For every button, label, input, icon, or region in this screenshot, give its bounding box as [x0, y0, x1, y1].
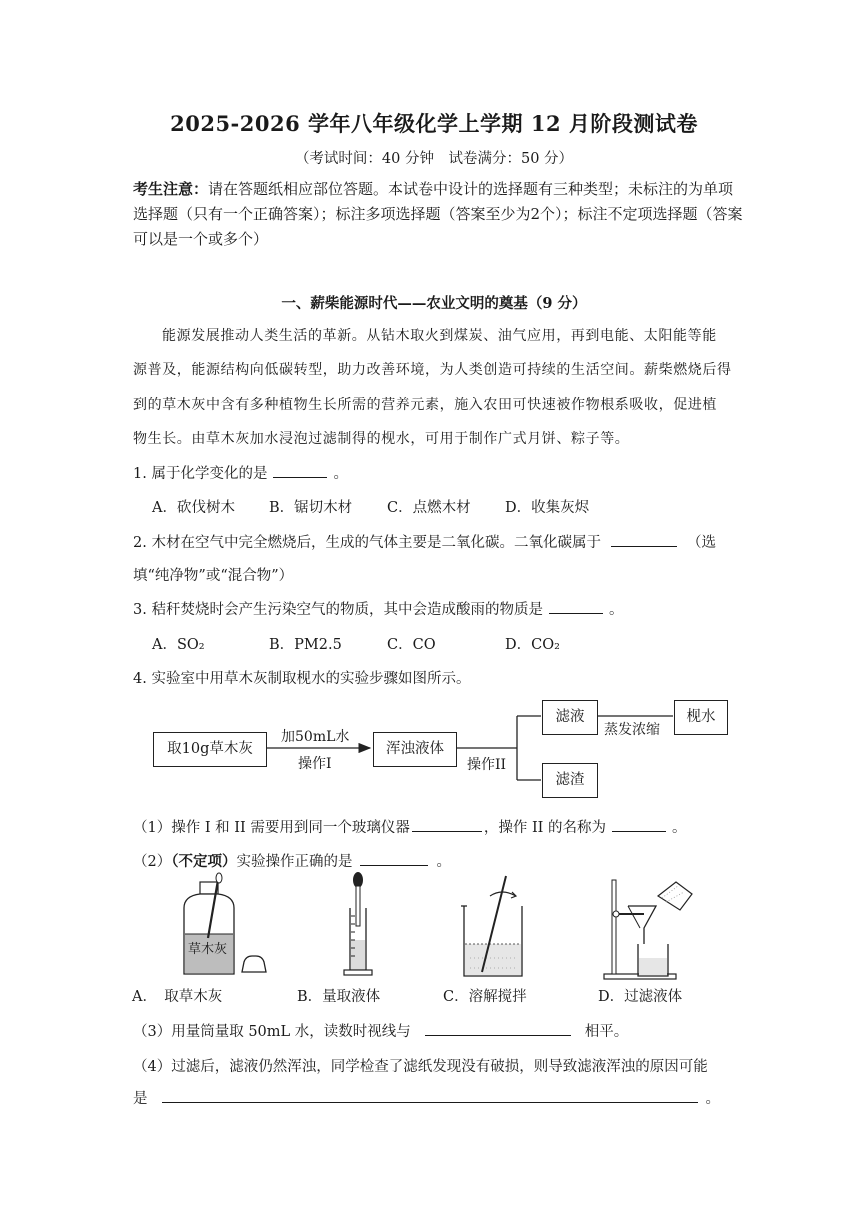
q1-option-b: B．锯切木材 [269, 500, 353, 516]
jar-label: 草木灰 [188, 942, 228, 957]
q4-sub4-prefix: 是 [133, 1091, 148, 1107]
question-2 [133, 531, 716, 552]
q2-line-2: 填“纯净物”或“混合物”） [133, 568, 294, 584]
q4-sub1-blank-1[interactable] [412, 817, 482, 832]
flow-mid-box: 浑浊液体 [373, 732, 457, 767]
q3-option-d: D．CO₂ [505, 637, 560, 653]
q1-stem: 1. 属于化学变化的是 [133, 466, 268, 482]
q4-sub4-end: 。 [705, 1091, 720, 1107]
paragraph-line: 能源发展推动人类生活的革新。从钻木取火到煤炭、油气应用，再到电能、太阳能等能 [162, 328, 717, 344]
q3-option-b: B．PM2.5 [269, 637, 342, 653]
flow-start-box: 取10g草木灰 [153, 732, 267, 767]
section-heading: 一、薪柴能源时代——农业文明的奠基（9 分） [281, 295, 587, 312]
q3-answer-blank[interactable] [549, 599, 603, 614]
q4-sub3-blank[interactable] [425, 1021, 571, 1036]
q3-option-a: A．SO₂ [152, 637, 205, 653]
paragraph-line: 物生长。由草木灰加水浸泡过滤制得的枧水，可用于制作广式月饼、粽子等。 [133, 431, 630, 447]
question-4: 4. 实验室中用草木灰制取枧水的实验步骤如图所示。 [133, 671, 471, 687]
q4-sub2-option-c: C．溶解搅拌 [443, 989, 527, 1005]
q4-sub4-blank[interactable] [162, 1088, 698, 1103]
q4-sub1 [133, 816, 687, 837]
q4-sub2-option-d: D．过滤液体 [598, 989, 683, 1005]
page-title: 2025-2026 学年八年级化学上学期 12 月阶段测试卷 [170, 111, 698, 136]
question-1 [133, 462, 348, 483]
q1-answer-blank[interactable] [273, 463, 327, 478]
candidate-notice [133, 177, 743, 252]
q4-sub2-bold: （不定项） [171, 853, 237, 870]
q4-sub1-end: 。 [672, 820, 687, 836]
illustration-filtration [600, 872, 700, 982]
q3-option-c: C．CO [387, 637, 436, 653]
q4-sub4-line-1: （4）过滤后，滤液仍然浑浊，同学检查了滤纸发现没有破损，则导致滤液浑浊的原因可能 [133, 1059, 708, 1075]
exam-subtitle: （考试时间：40 分钟 试卷满分：50 分） [294, 151, 574, 167]
q4-sub2-end: 。 [436, 854, 451, 870]
q4-sub2-option-a: A． 取草木灰 [132, 989, 223, 1005]
q4-sub2-blank[interactable] [360, 851, 428, 866]
flow-residue-box: 滤渣 [542, 763, 598, 798]
flow-product-box: 枧水 [674, 700, 728, 735]
flow-arrow2-bottom-label: 操作II [467, 757, 507, 773]
q4-sub2-option-b: B．量取液体 [297, 989, 381, 1005]
illustration-jar-spoon [178, 872, 278, 982]
notice-text: 请在答题纸相应部位答题。本试卷中设计的选择题有三种类型；未标注的为单项选择题（只有一个正确答案）；标注多项选择题（答案至少为2个）；标注不定项选择题（答案可以是一个或多个） [133, 180, 743, 248]
q2-stem: 2. 木材在空气中完全燃烧后，生成的气体主要是二氧化碳。二氧化碳属于 [133, 535, 601, 551]
q3-end: 。 [608, 602, 624, 618]
q4-sub1-b: ，操作 II 的名称为 [483, 820, 607, 836]
q4-sub3-text: （3）用量筒量取 50mL 水，读数时视线与 [133, 1024, 411, 1040]
illustration-cylinder-dropper [338, 870, 378, 980]
q2-answer-blank[interactable] [611, 532, 677, 547]
q4-sub2-prefix: （2） [133, 854, 172, 870]
flow-arrow1-bottom-label: 操作I [298, 756, 332, 772]
flow-arrow1-top-label: 加50mL水 [281, 729, 350, 745]
q1-option-d: D．收集灰烬 [505, 500, 590, 516]
q4-sub4-line-2 [133, 1087, 720, 1108]
q4-sub2 [133, 850, 451, 871]
q1-option-c: C．点燃木材 [387, 500, 471, 516]
question-3 [133, 598, 623, 619]
notice-label: 考生注意： [133, 180, 209, 198]
flow-filtrate-box: 滤液 [542, 700, 598, 735]
q1-end: 。 [333, 466, 348, 482]
paragraph-line: 源普及，能源结构向低碳转型，助力改善环境，为人类创造可持续的生活空间。薪柴燃烧后得 [133, 362, 732, 378]
q4-sub1-a: （1）操作 I 和 II 需要用到同一个玻璃仪器 [133, 820, 410, 836]
q4-sub3 [133, 1020, 628, 1041]
q1-option-a: A．砍伐树木 [152, 500, 235, 516]
flow-arrow3-top-label: 蒸发浓缩 [604, 722, 660, 738]
q4-sub3-end: 相平。 [584, 1024, 629, 1040]
q2-tail: （选 [686, 535, 716, 551]
q3-stem: 3. 秸秆焚烧时会产生污染空气的物质，其中会造成酸雨的物质是 [133, 602, 543, 618]
paragraph-line: 到的草木灰中含有多种植物生长所需的营养元素，施入农田可快速被作物根系吸收，促进植 [133, 397, 717, 413]
illustration-beaker-stirring [458, 872, 538, 982]
q4-sub1-blank-2[interactable] [612, 817, 666, 832]
q4-sub2-text: 实验操作正确的是 [236, 854, 353, 870]
